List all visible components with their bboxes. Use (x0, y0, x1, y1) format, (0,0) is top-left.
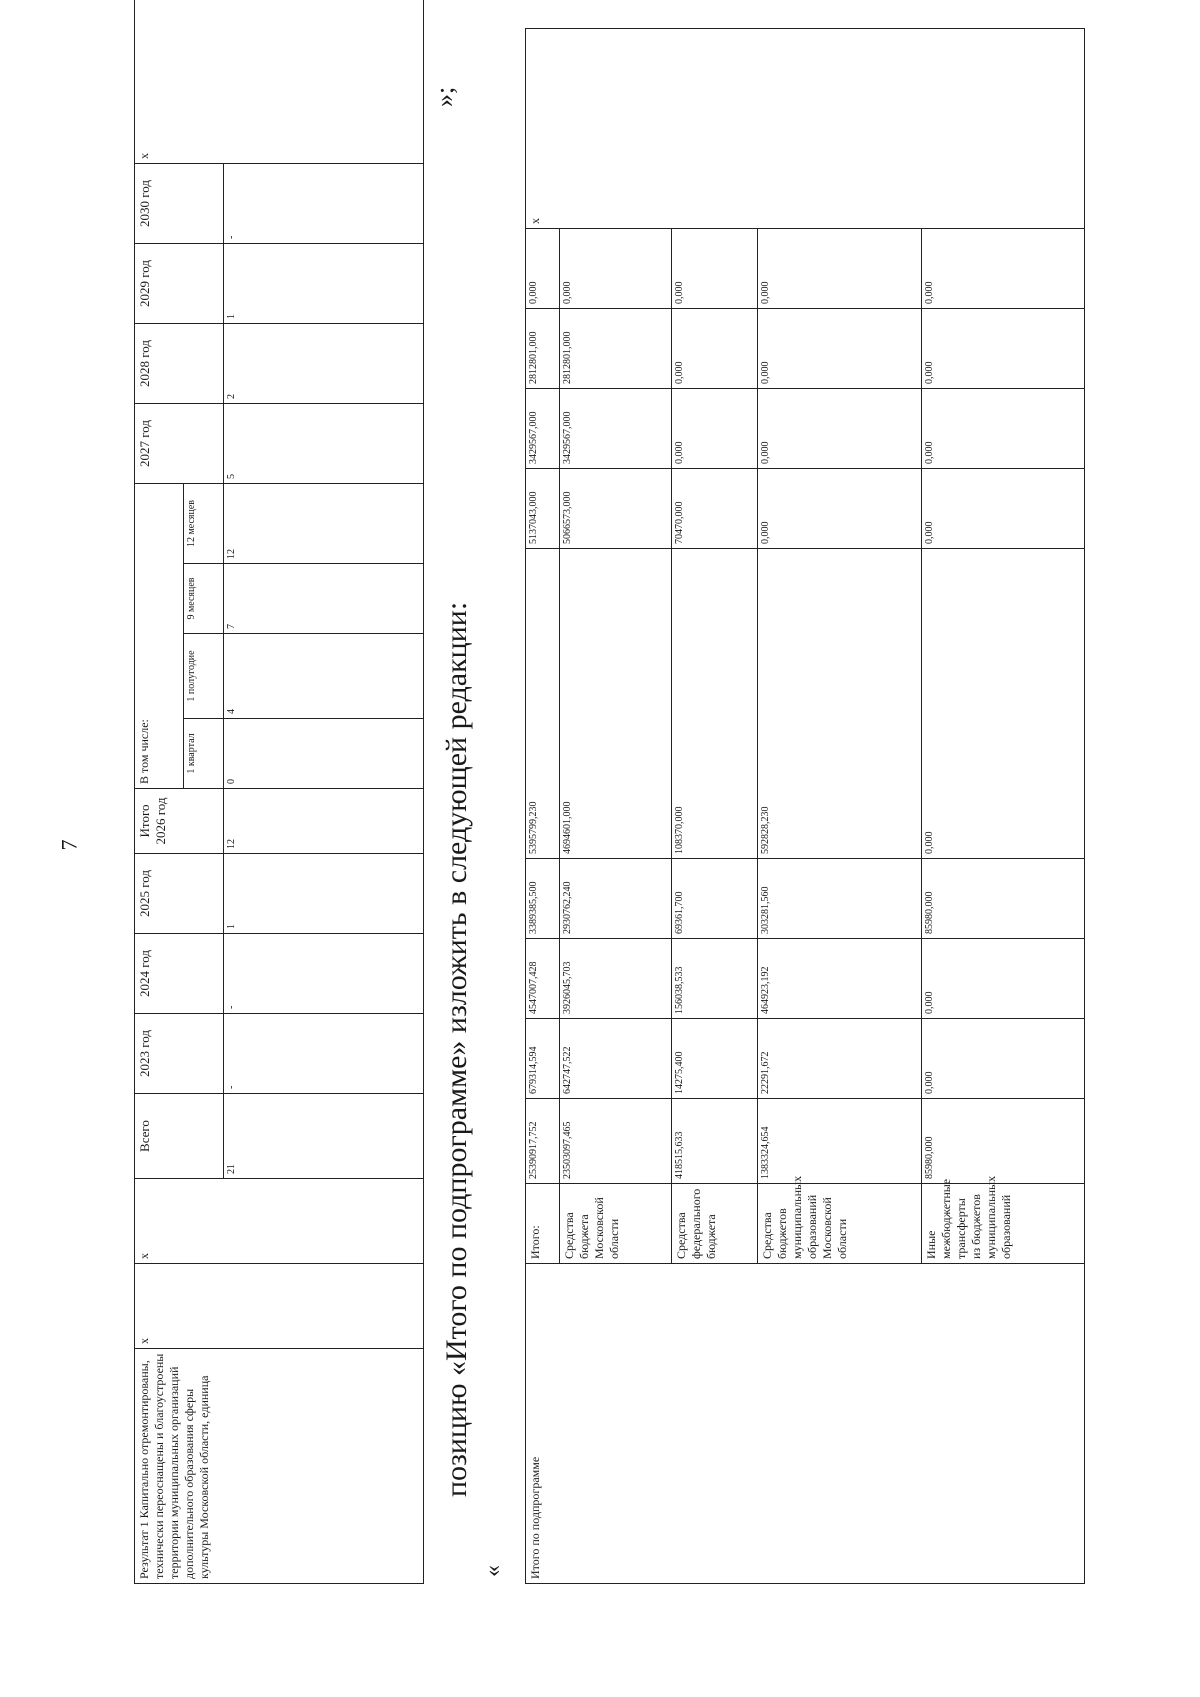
value-2026: 12 (224, 789, 424, 854)
value-cell: 0,000 (672, 309, 758, 389)
value-cell: 3429567,000 (526, 389, 560, 469)
value-cell: 418515,633 (672, 1099, 758, 1184)
value-12m: 12 (224, 483, 424, 563)
value-cell: 2930762,240 (560, 859, 672, 939)
value-cell: 2812801,000 (560, 309, 672, 389)
value-cell: 3429567,000 (560, 389, 672, 469)
header-total: Всего (135, 1094, 224, 1179)
value-2028: 2 (224, 323, 424, 403)
value-cell: 4547007,428 (526, 939, 560, 1019)
value-cell: 0,000 (758, 469, 921, 549)
value-cell: 464923,192 (758, 939, 921, 1019)
opening-quote: « (480, 1565, 506, 1577)
header-h1: 1 полугодие (184, 634, 224, 719)
source-cell: Средства бюджета Московской области (560, 1184, 672, 1264)
value-2029: 1 (224, 243, 424, 323)
source-cell: Средства бюджетов муниципальных образований Московской области (758, 1184, 921, 1264)
header-breakdown: В том числе: (135, 483, 184, 788)
value-9m: 7 (224, 564, 424, 634)
value-cell: 0,000 (921, 469, 1084, 549)
value-cell: 0,000 (921, 1019, 1084, 1099)
value-cell: 0,000 (672, 389, 758, 469)
value-cell: 14275,400 (672, 1019, 758, 1099)
value-cell: 70470,000 (672, 469, 758, 549)
header-2029: 2029 год (135, 243, 224, 323)
value-cell: 5137043,000 (526, 469, 560, 549)
header-2025: 2025 год (135, 854, 224, 934)
value-cell: 303281,560 (758, 859, 921, 939)
value-cell: 25390917,752 (526, 1099, 560, 1184)
value-cell: 156038,533 (672, 939, 758, 1019)
source-cell: Иные межбюджетные трансферты из бюджетов муниципальных образований (921, 1184, 1084, 1264)
value-cell: 85980,000 (921, 859, 1084, 939)
value-cell: 0,000 (560, 229, 672, 309)
value-cell: 0,000 (921, 549, 1084, 859)
header-q1: 1 квартал (184, 719, 224, 789)
value-cell: 69361,700 (672, 859, 758, 939)
header-2030: 2030 год (135, 163, 224, 243)
value-cell: 679314,594 (526, 1019, 560, 1099)
value-2027: 5 (224, 403, 424, 483)
value-cell: 3926045,703 (560, 939, 672, 1019)
result-table (134, 0, 424, 1584)
value-cell: 0,000 (526, 229, 560, 309)
value-h1: 4 (224, 634, 424, 719)
value-cell: 5066573,000 (560, 469, 672, 549)
value-cell: 23503097,465 (560, 1099, 672, 1184)
value-cell: 0,000 (921, 229, 1084, 309)
header-12m: 12 месяцев (184, 483, 224, 563)
value-2023: - (224, 1014, 424, 1094)
page-number: 7 (56, 839, 82, 851)
result-label: Результат 1 Капитально отремонтированы, технически переоснащены и благоустроены территории муниципальных организаций дополнительного образования сферы культуры Московской области, единица (135, 1349, 424, 1584)
value-cell: 2812801,000 (526, 309, 560, 389)
x-cell: x (135, 1179, 424, 1264)
header-9m: 9 месяцев (184, 564, 224, 634)
value-2025: 1 (224, 854, 424, 934)
value-2024: - (224, 934, 424, 1014)
value-cell: 4694601,000 (560, 549, 672, 859)
closing-quote: »; (430, 86, 459, 107)
value-total: 21 (224, 1094, 424, 1179)
value-cell: 592828,230 (758, 549, 921, 859)
value-cell: 0,000 (921, 939, 1084, 1019)
value-cell: 0,000 (758, 229, 921, 309)
value-cell: 5395799,230 (526, 549, 560, 859)
value-cell: 0,000 (758, 389, 921, 469)
header-2023: 2023 год (135, 1014, 224, 1094)
value-cell: 0,000 (672, 229, 758, 309)
header-2027: 2027 год (135, 403, 224, 483)
value-2030: - (224, 163, 424, 243)
x-cell: x (526, 29, 1085, 229)
value-cell: 1383324,654 (758, 1099, 921, 1184)
section-heading: позицию «Итого по подпрограмме» изложить в следующей редакции: (440, 601, 473, 1497)
value-cell: 22291,672 (758, 1019, 921, 1099)
value-cell: 0,000 (921, 389, 1084, 469)
source-cell: Итого: (526, 1184, 560, 1264)
value-q1: 0 (224, 719, 424, 789)
value-cell: 0,000 (921, 309, 1084, 389)
subprogram-label: Итого по подпрограмме (526, 1264, 1085, 1584)
x-cell: x (135, 1264, 424, 1349)
x-cell: x (135, 0, 424, 163)
value-cell: 85980,000 (921, 1099, 1084, 1184)
value-cell: 3389385,500 (526, 859, 560, 939)
value-cell: 108370,000 (672, 549, 758, 859)
header-2024: 2024 год (135, 934, 224, 1014)
subprogram-table (525, 28, 1085, 1584)
header-2028: 2028 год (135, 323, 224, 403)
header-2026: Итого 2026 год (135, 789, 224, 854)
source-cell: Средства федерального бюджета (672, 1184, 758, 1264)
value-cell: 0,000 (758, 309, 921, 389)
value-cell: 642747,522 (560, 1019, 672, 1099)
